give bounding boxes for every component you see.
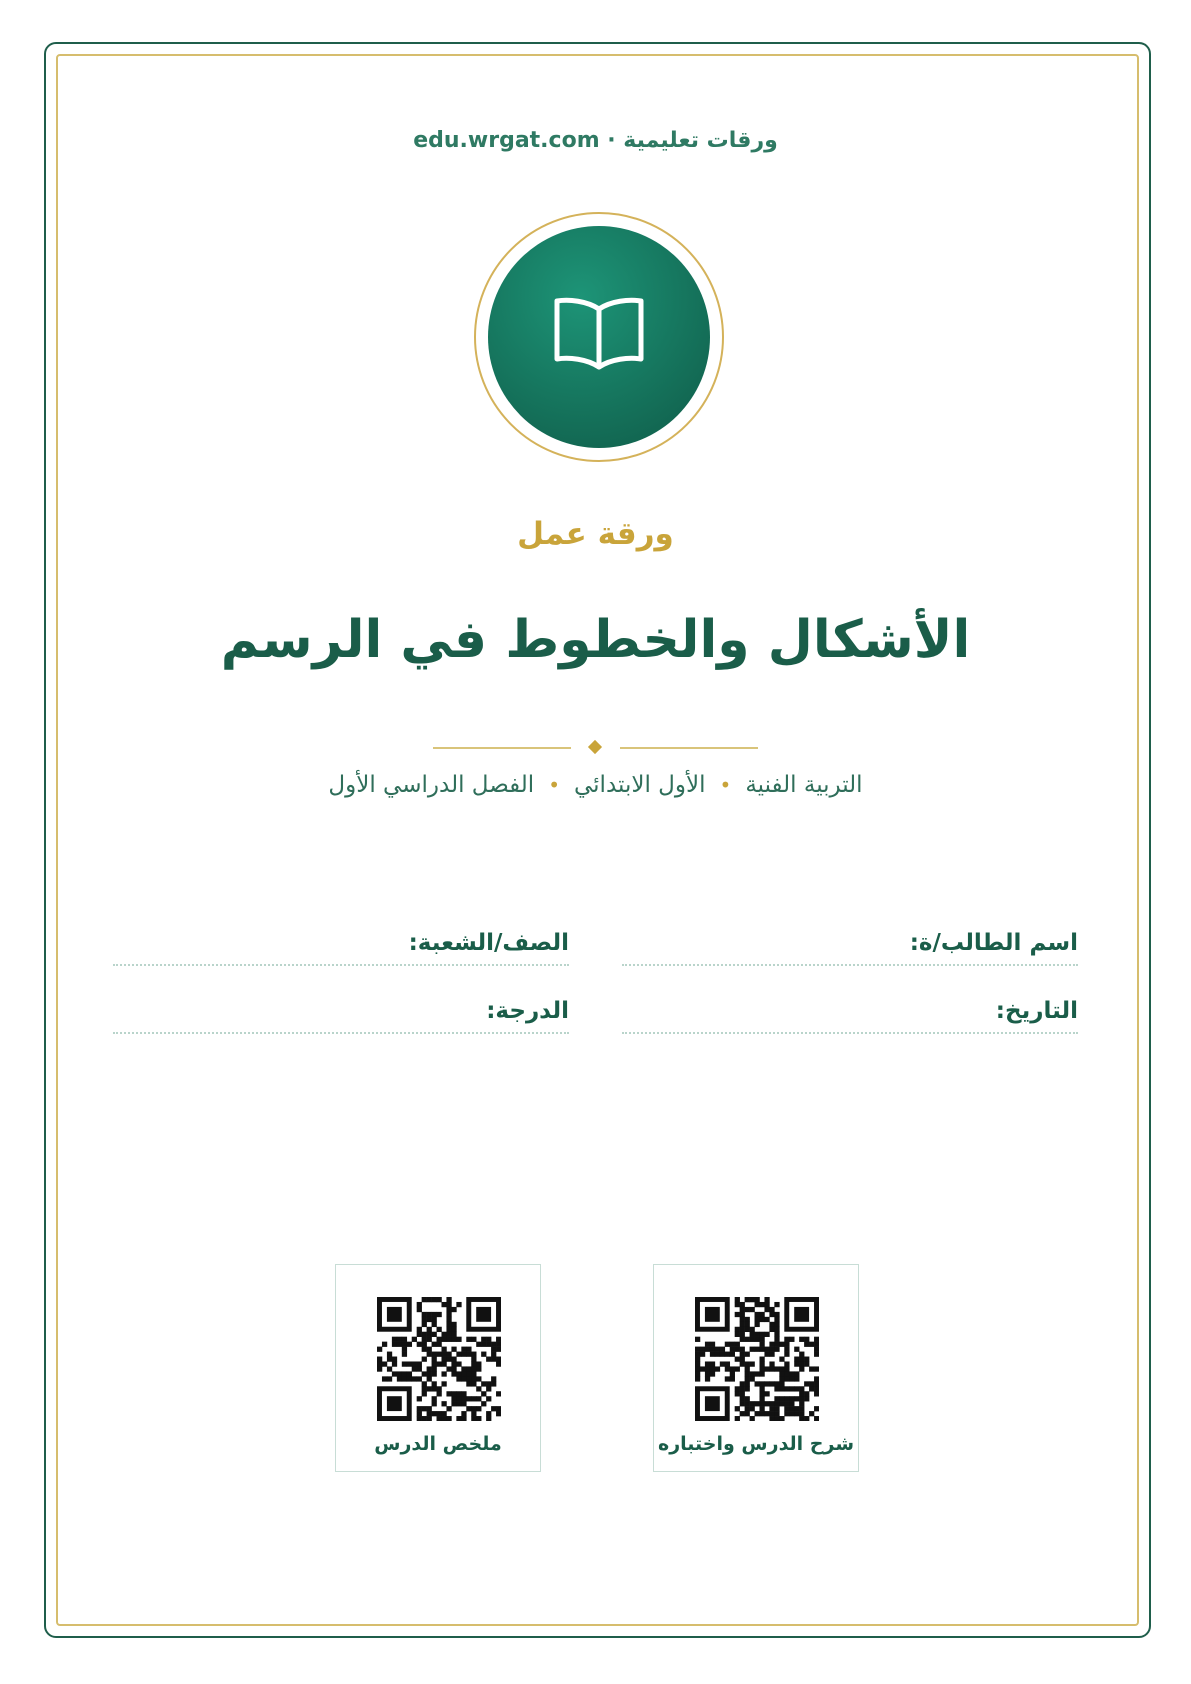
class-section-field[interactable] bbox=[113, 930, 569, 966]
date-field[interactable] bbox=[622, 998, 1078, 1034]
grade-score-label: الدرجة: bbox=[486, 998, 569, 1024]
worksheet-kicker: ورقة عمل bbox=[517, 516, 674, 552]
student-name-field[interactable] bbox=[622, 930, 1078, 966]
meta-term: الفصل الدراسي الأول bbox=[328, 772, 535, 798]
emblem-circle bbox=[488, 226, 710, 448]
qr-code-icon bbox=[695, 1297, 819, 1421]
class-section-label: الصف/الشعبة: bbox=[408, 930, 569, 956]
meta-subject: التربية الفنية bbox=[745, 772, 863, 798]
qr-card-explanation[interactable] bbox=[653, 1264, 859, 1472]
worksheet-meta bbox=[0, 772, 1191, 798]
qr-code-icon bbox=[377, 1297, 501, 1421]
student-name-label: اسم الطالب/ة: bbox=[909, 930, 1078, 956]
meta-grade: الأول الابتدائي bbox=[573, 772, 706, 798]
site-line: ورقات تعليمية · edu.wrgat.com bbox=[413, 128, 778, 153]
worksheet-title: الأشكال والخطوط في الرسم bbox=[220, 610, 971, 670]
qr-card-summary[interactable] bbox=[335, 1264, 541, 1472]
grade-score-field[interactable] bbox=[113, 998, 569, 1034]
emblem bbox=[474, 212, 724, 462]
qr-label-summary: ملخص الدرس bbox=[374, 1433, 502, 1455]
meta-separator-dot: • bbox=[548, 773, 560, 797]
qr-label-explanation: شرح الدرس واختباره bbox=[657, 1433, 855, 1455]
meta-separator-dot: • bbox=[719, 773, 732, 797]
divider-line-right bbox=[620, 747, 758, 749]
date-label: التاريخ: bbox=[995, 998, 1078, 1024]
open-book-icon bbox=[551, 295, 647, 379]
divider-line-left bbox=[433, 747, 571, 749]
